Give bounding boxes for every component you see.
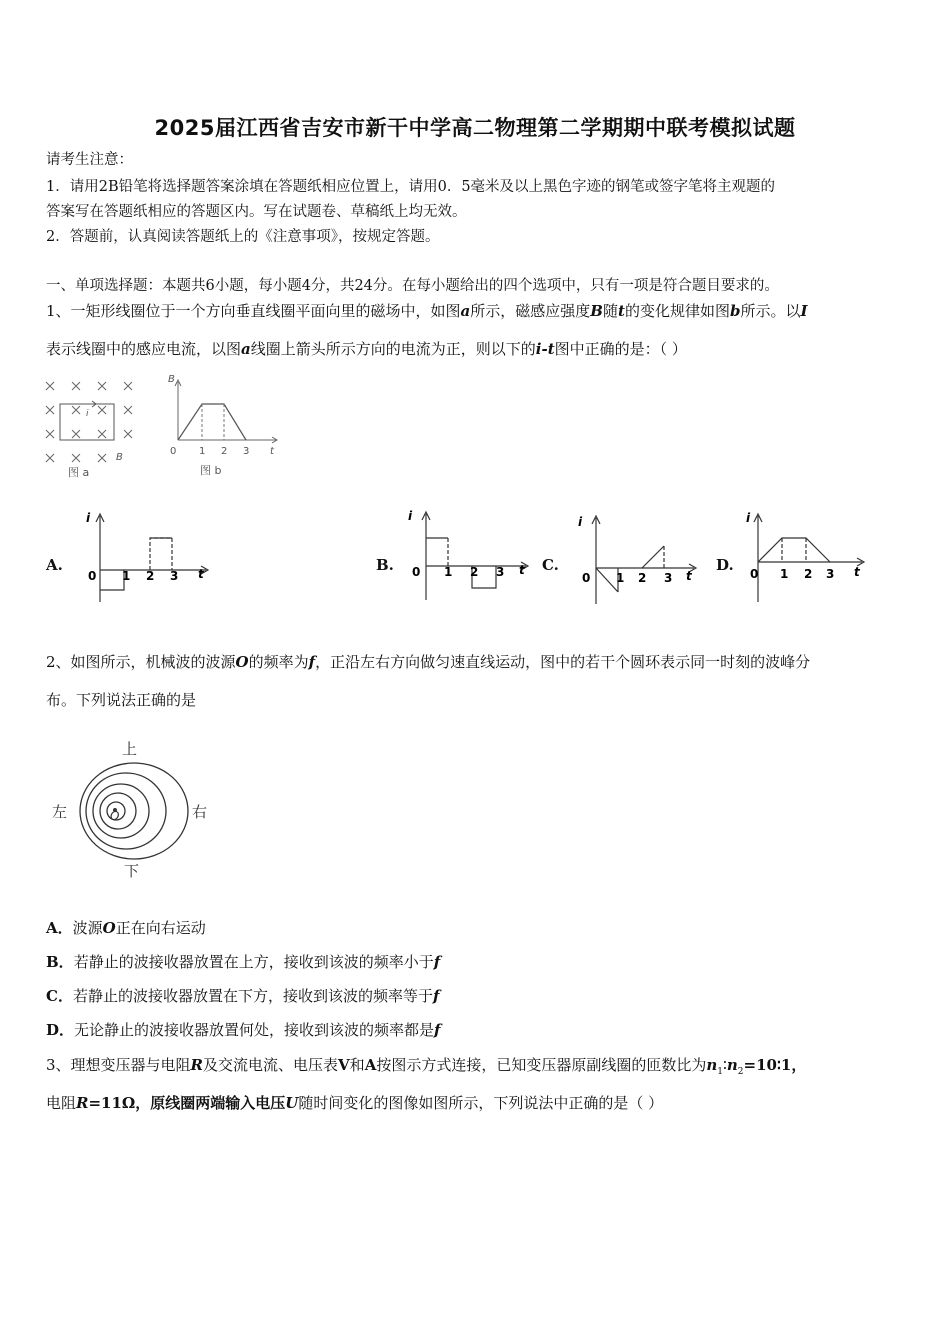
field-cross-icon [124,430,132,438]
notice-1b: 答案写在答题纸相应的答题区内。写在试题卷、草稿纸上均无效。 [46,204,467,220]
fig-b-tick-2: 2 [221,446,228,457]
fig-a-caption: 图 a [68,466,90,479]
wave-ring-1 [80,763,188,859]
q1-line-2: 表示线圈中的感应电流，以图a线圈上箭头所示方向的电流为正，则以下的i-t图中正确的是：（ ） [46,340,687,358]
q1-option-a-label[interactable]: A. [46,556,63,574]
svg-text:2: 2 [804,567,813,581]
svg-text:3: 3 [496,565,505,579]
fig-b-caption: 图 b [200,464,222,477]
field-cross-icon [46,382,54,390]
fig-b-tick-3: 3 [243,446,250,457]
svg-text:2: 2 [638,571,647,585]
q2-line-2: 布。下列说法正确的是 [46,691,197,709]
q2-option-a[interactable]: A．波源O正在向右运动 [46,919,206,937]
label-up: 上 [122,740,138,758]
svg-text:i: i [408,509,413,523]
svg-text:0: 0 [88,569,97,583]
svg-text:2: 2 [470,565,479,579]
field-cross-icon [72,454,80,462]
field-cross-icon [46,454,54,462]
svg-text:t: t [519,563,525,577]
q2-option-b[interactable]: B．若静止的波接收器放置在上方，接收到该波的频率小于f [46,953,441,971]
fig-b-curve [178,404,246,440]
q1-option-c-label[interactable]: C. [542,556,559,574]
fig-a-B-label: B [116,452,123,463]
svg-text:t: t [686,569,692,583]
label-down: 下 [124,862,140,880]
field-crosses [46,382,132,462]
field-cross-icon [46,430,54,438]
field-cross-icon [72,406,80,414]
field-cross-icon [72,382,80,390]
svg-text:3: 3 [826,567,835,581]
field-cross-icon [98,382,106,390]
field-cross-icon [72,430,80,438]
q2-option-c[interactable]: C．若静止的波接收器放置在下方，接收到该波的频率等于f [46,987,440,1005]
svg-text:3: 3 [664,571,673,585]
q1-option-d-label[interactable]: D. [716,556,734,574]
opt-a-xlabel: t [198,567,204,581]
q1-option-b-label[interactable]: B. [376,556,394,574]
wave-ring-3 [93,784,149,838]
q1-figure-a [40,374,150,484]
section-heading: 一、单项选择题：本题共6小题，每小题4分，共24分。在每小题给出的四个选项中，只有一项是符合题目要求的。 [46,278,779,294]
field-cross-icon [98,454,106,462]
label-right: 右 [192,803,208,821]
q1-option-c-graph[interactable] [572,510,702,610]
fig-b-tick-1: 1 [199,446,206,457]
svg-text:0: 0 [750,567,759,581]
svg-text:t: t [854,565,860,579]
notice-1a: 1．请用2B铅笔将选择题答案涂填在答题纸相应位置上，请用0．5毫米及以上黑色字迹的钢笔或签字笔将主观题的 [46,179,776,195]
opt-a-ylabel: i [86,511,91,525]
q1-option-d-graph[interactable] [742,508,872,608]
q1-option-b-graph[interactable] [402,506,532,606]
field-cross-icon [98,430,106,438]
svg-text:3: 3 [170,569,179,583]
q1-option-a-graph[interactable] [84,508,214,608]
label-O: O [110,809,120,823]
label-left: 左 [52,803,68,821]
q2-option-d[interactable]: D．无论静止的波接收器放置何处，接收到该波的频率都是f [46,1021,441,1039]
svg-text:1: 1 [616,571,625,585]
svg-text:i: i [578,515,583,529]
q2-wave-figure [48,734,218,884]
q1-line-1: 1、一矩形线圈位于一个方向垂直线圈平面向里的磁场中，如图a所示，磁感应强度B随t的变化规律如图b所示。以I [46,302,808,320]
svg-text:0: 0 [582,571,591,585]
fig-a-i-label: i [86,409,89,419]
svg-text:2: 2 [146,569,155,583]
notice-2: 2．答题前，认真阅读答题纸上的《注意事项》，按规定答题。 [46,229,440,245]
fig-b-axis-B: B [168,374,175,385]
q2-line-1: 2、如图所示，机械波的波源O的频率为f，正沿左右方向做匀速直线运动，图中的若干个圆环表示同一时刻的波峰分 [46,653,811,671]
fig-b-tick-0: 0 [170,446,177,457]
notice-heading: 请考生注意： [46,152,133,168]
svg-text:1: 1 [444,565,453,579]
svg-text:i: i [746,511,751,525]
svg-text:1: 1 [780,567,789,581]
q1-figure-b [162,372,282,484]
q3-line-1: 3、理想变压器与电阻R及交流电流、电压表V和A按图示方式连接，已知变压器原副线圈的匝数比为$n_1∶n_2=10∶1$， [46,1056,807,1077]
fig-b-axis-t: t [270,446,274,457]
svg-text:0: 0 [412,565,421,579]
field-cross-icon [98,406,106,414]
field-cross-icon [124,382,132,390]
field-cross-icon [124,406,132,414]
page-title: 2025届江西省吉安市新干中学高二物理第二学期期中联考模拟试题 [154,116,796,140]
svg-text:1: 1 [122,569,131,583]
q3-line-2: 电阻R=11Ω，原线圈两端输入电压U随时间变化的图像如图所示，下列说法中正确的是（ ） [46,1094,664,1112]
field-cross-icon [46,406,54,414]
